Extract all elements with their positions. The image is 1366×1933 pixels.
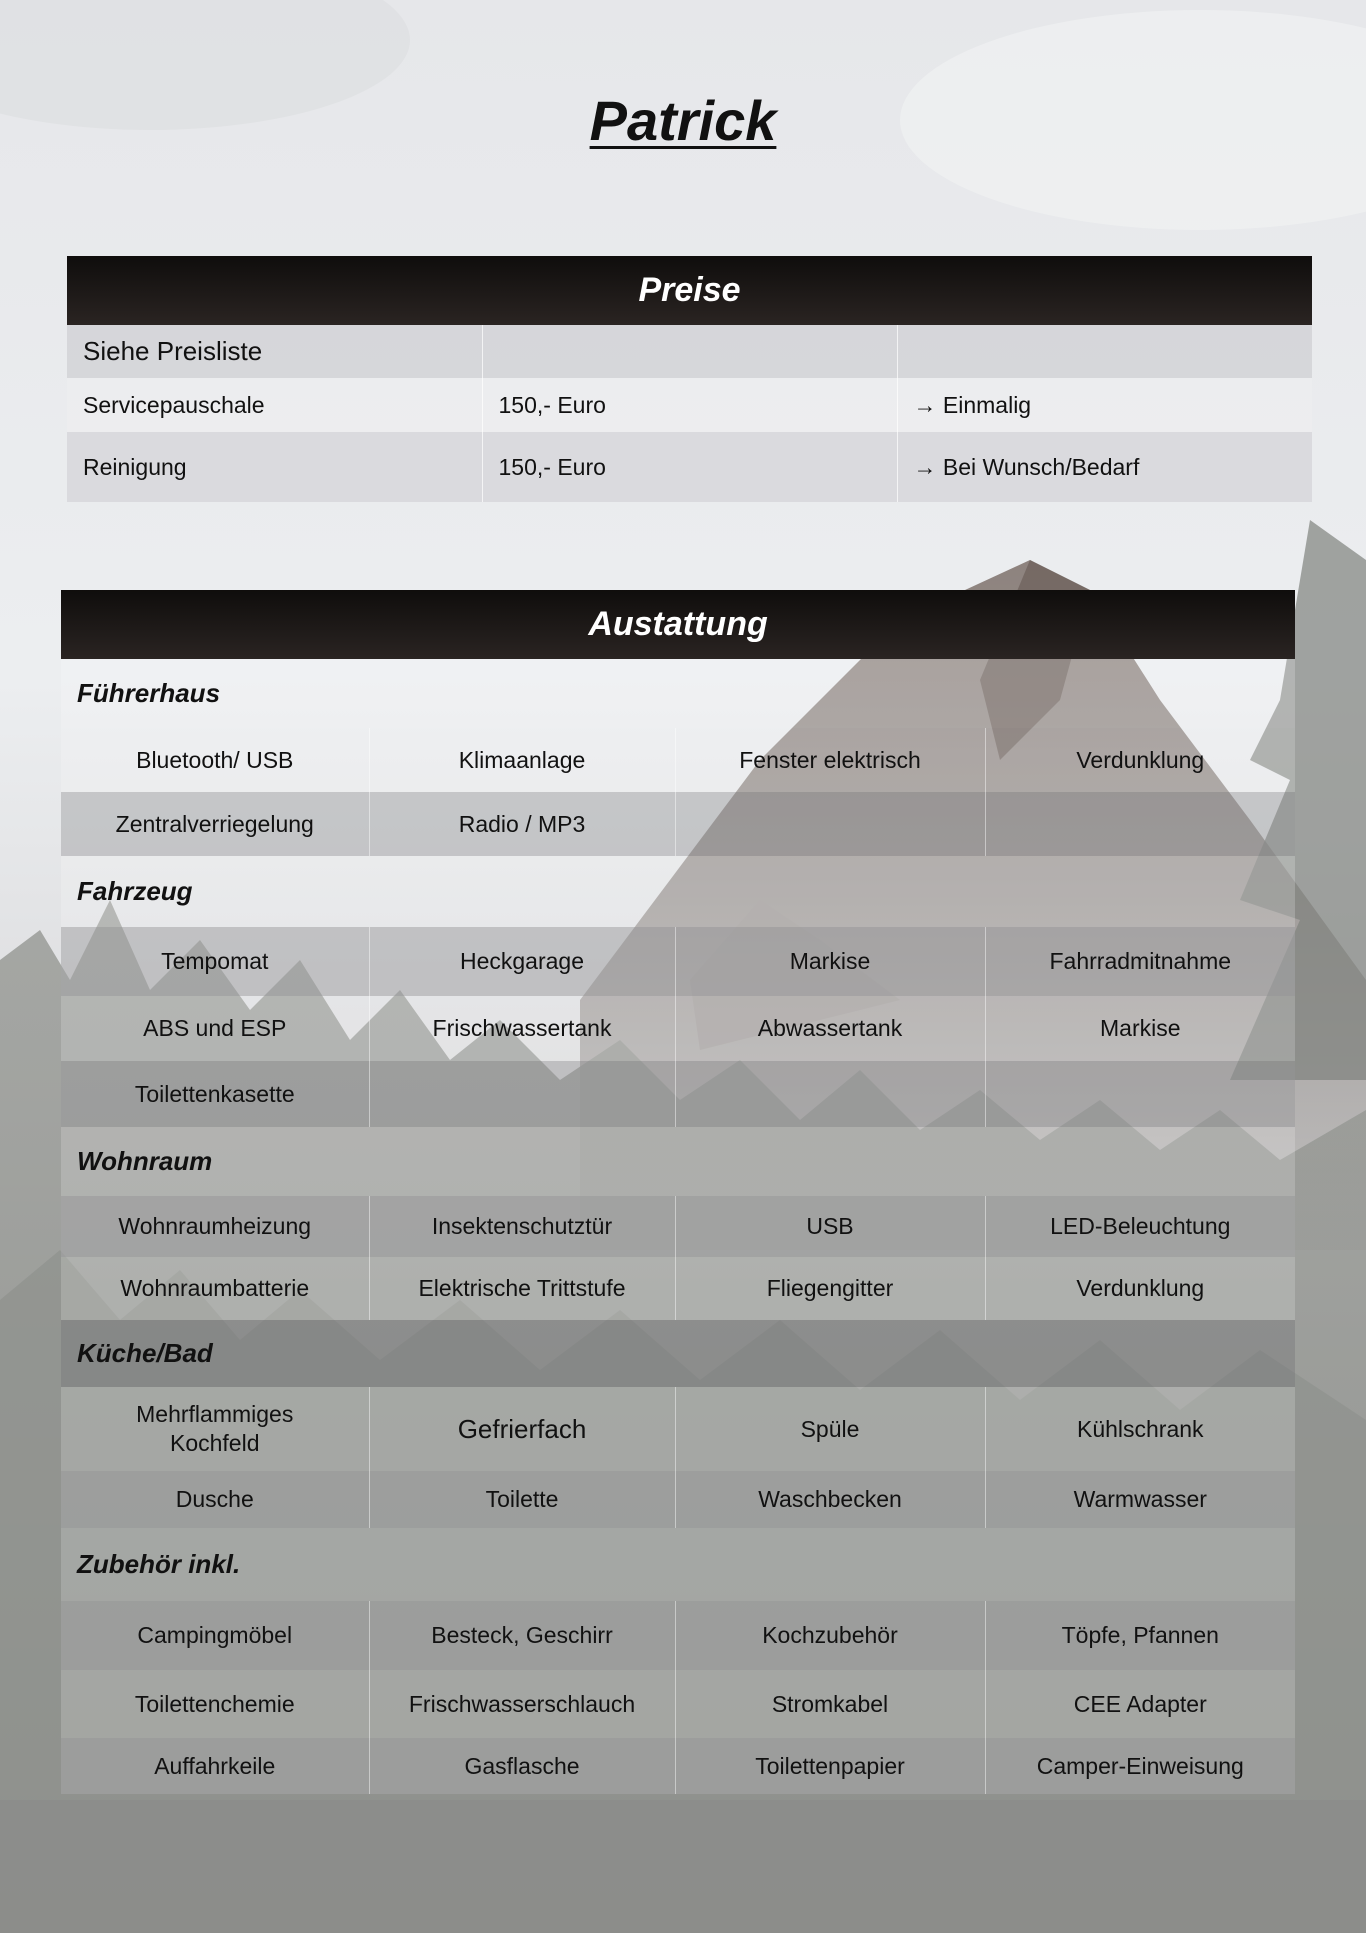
prices-header-row [67, 256, 1312, 325]
table-row [61, 1387, 1295, 1471]
equipment-item: Heckgarage [369, 927, 675, 996]
equipment-table [61, 590, 1295, 1794]
equipment-item: Verdunklung [985, 1257, 1295, 1320]
price-amount [482, 325, 897, 378]
section-title: Fahrzeug [61, 856, 1295, 927]
equipment-item: Wohnraumheizung [61, 1196, 369, 1257]
equipment-item: Fliegengitter [675, 1257, 985, 1320]
table-row [61, 1196, 1295, 1257]
table-row [61, 1061, 1295, 1127]
table-row [61, 927, 1295, 996]
equipment-item: Waschbecken [675, 1471, 985, 1528]
equipment-item: Insektenschutztür [369, 1196, 675, 1257]
section-title: Wohnraum [61, 1127, 1295, 1196]
equipment-item [675, 792, 985, 856]
equipment-item: ABS und ESP [61, 996, 369, 1061]
equipment-item: Kühlschrank [985, 1387, 1295, 1471]
prices-header: Preise [67, 256, 1312, 325]
price-amount: 150,- Euro [482, 432, 897, 502]
equipment-item: Mehrflammiges Kochfeld [61, 1387, 369, 1471]
section-header-row [61, 856, 1295, 927]
equipment-item: Markise [675, 927, 985, 996]
equipment-item: Fenster elektrisch [675, 728, 985, 792]
equipment-header: Austattung [61, 590, 1295, 659]
equipment-item: Bluetooth/ USB [61, 728, 369, 792]
equipment-item [675, 1061, 985, 1127]
equipment-item: Zentralverriegelung [61, 792, 369, 856]
section-header-row [61, 1528, 1295, 1601]
table-row [61, 1257, 1295, 1320]
equipment-item: Gasflasche [369, 1738, 675, 1794]
table-row [61, 1471, 1295, 1528]
equipment-item: Fahrradmitnahme [985, 927, 1295, 996]
equipment-item: Tempomat [61, 927, 369, 996]
equipment-item: Dusche [61, 1471, 369, 1528]
equipment-item: Spüle [675, 1387, 985, 1471]
table-row [61, 1670, 1295, 1738]
equipment-item: Klimaanlage [369, 728, 675, 792]
equipment-item [985, 1061, 1295, 1127]
equipment-item [985, 792, 1295, 856]
table-row [67, 432, 1312, 502]
table-row [67, 325, 1312, 378]
equipment-item: Abwassertank [675, 996, 985, 1061]
section-title: Zubehör inkl. [61, 1528, 1295, 1601]
table-row [61, 996, 1295, 1061]
equipment-item: Verdunklung [985, 728, 1295, 792]
equipment-item: Radio / MP3 [369, 792, 675, 856]
equipment-item: USB [675, 1196, 985, 1257]
equipment-item: Kochzubehör [675, 1601, 985, 1670]
price-note: → Bei Wunsch/Bedarf [897, 432, 1312, 502]
table-row [61, 1601, 1295, 1670]
equipment-item [369, 1061, 675, 1127]
price-note: → Einmalig [897, 378, 1312, 432]
equipment-item: Toilettenpapier [675, 1738, 985, 1794]
equipment-item: Toilettenkasette [61, 1061, 369, 1127]
equipment-item: Campingmöbel [61, 1601, 369, 1670]
table-row [67, 378, 1312, 432]
equipment-item: Besteck, Geschirr [369, 1601, 675, 1670]
equipment-item: Frischwassertank [369, 996, 675, 1061]
equipment-item: Camper-Einweisung [985, 1738, 1295, 1794]
equipment-item: Toilette [369, 1471, 675, 1528]
price-label: Siehe Preisliste [67, 325, 482, 378]
equipment-item: Stromkabel [675, 1670, 985, 1738]
price-note [897, 325, 1312, 378]
section-header-row [61, 1127, 1295, 1196]
equipment-item: Töpfe, Pfannen [985, 1601, 1295, 1670]
equipment-item: Frischwasserschlauch [369, 1670, 675, 1738]
equipment-item: Auffahrkeile [61, 1738, 369, 1794]
equipment-item: Warmwasser [985, 1471, 1295, 1528]
price-label: Servicepauschale [67, 378, 482, 432]
equipment-header-row [61, 590, 1295, 659]
table-row [61, 1738, 1295, 1794]
page-title: Patrick [589, 89, 777, 152]
section-header-row [61, 1320, 1295, 1387]
price-label: Reinigung [67, 432, 482, 502]
section-title: Führerhaus [61, 659, 1295, 728]
equipment-item: Gefrierfach [369, 1387, 675, 1471]
equipment-item: Elektrische Trittstufe [369, 1257, 675, 1320]
equipment-item: CEE Adapter [985, 1670, 1295, 1738]
table-row [61, 792, 1295, 856]
section-title: Küche/Bad [61, 1320, 1295, 1387]
equipment-item: Markise [985, 996, 1295, 1061]
table-row [61, 728, 1295, 792]
equipment-item: Toilettenchemie [61, 1670, 369, 1738]
section-header-row [61, 659, 1295, 728]
equipment-item: Wohnraumbatterie [61, 1257, 369, 1320]
price-amount: 150,- Euro [482, 378, 897, 432]
equipment-item: LED-Beleuchtung [985, 1196, 1295, 1257]
prices-table [67, 256, 1312, 502]
